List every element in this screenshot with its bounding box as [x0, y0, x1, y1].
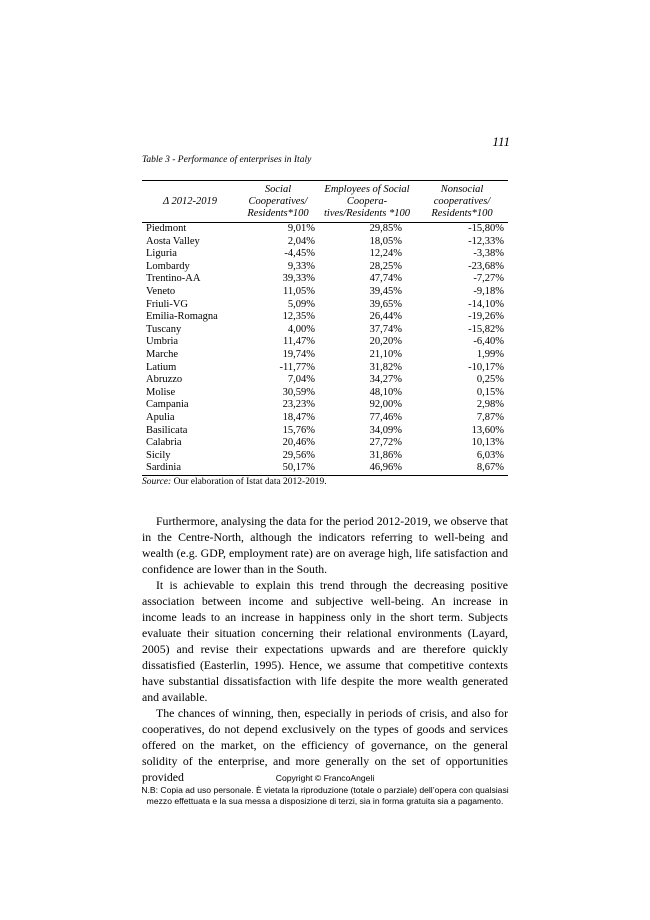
nonsocial-cell: 2,98% [476, 399, 504, 411]
nonsocial-cell: 8,67% [476, 462, 504, 474]
social-coop-cell: 20,46% [282, 437, 315, 449]
region-cell: Marche [146, 348, 179, 360]
nonsocial-cell: 6,03% [476, 449, 504, 461]
nonsocial-cell: -12,33% [468, 235, 504, 247]
region-cell: Latium [146, 361, 177, 373]
notice-line: N.B: Copia ad uso personale. È vietata la riproduzione (totale o parziale) dell’opera con qualsiasi [141, 784, 509, 795]
table-row [142, 362, 508, 375]
region-cell: Lombardy [146, 260, 190, 272]
employees-cell: 37,74% [369, 323, 402, 335]
region-cell: Emilia-Romagna [146, 311, 218, 323]
table-row [142, 349, 508, 362]
social-coop-cell: 2,04% [287, 235, 315, 247]
table-row [142, 273, 508, 286]
employees-cell: 18,05% [369, 235, 402, 247]
social-coop-cell: 11,05% [283, 285, 315, 297]
region-cell: Piedmont [146, 223, 187, 234]
column-header-period: Δ 2012-2019 [162, 196, 218, 207]
region-cell: Tuscany [146, 323, 182, 335]
region-cell: Campania [146, 399, 189, 411]
nonsocial-cell: -10,17% [468, 361, 504, 373]
employees-cell: 27,72% [369, 437, 402, 449]
table-row [142, 324, 508, 337]
social-coop-cell: 39,33% [282, 273, 315, 285]
paragraph: It is achievable to explain this trend through the decreasing positive association between income and subjective well-being. An increase in income leads to an increase in happiness only in the short term. Subjects evaluate their situation concerning their relational environments (Layard, 2005) and revise their expectations upwards and are therefore quickly dissatisfied (Easterlin, 1995). Hence, we assume that competitive contexts have substantial dissatisfaction with life despite the more wealth generated and available. [142, 578, 508, 704]
region-cell: Basilicata [146, 424, 188, 436]
table-row [142, 336, 508, 349]
region-cell: Apulia [146, 411, 175, 423]
nonsocial-cell: -23,68% [468, 260, 504, 272]
notice-line: mezzo effettuata e la sua messa a disposizione di terzi, sia in forma gratuita sia a pagamento. [146, 796, 504, 806]
employees-cell: 28,25% [369, 260, 402, 272]
table-row [142, 462, 508, 475]
table-source [142, 477, 508, 487]
employees-cell: 26,44% [369, 311, 402, 323]
paragraph: Furthermore, analysing the data for the period 2012-2019, we observe that in the Centre-North, although the indicators referring to well-being and wealth (e.g. GDP, employment rate) are on average high, life satisfaction and confidence are lower than in the South. [142, 514, 508, 576]
nonsocial-cell: -14,10% [468, 298, 504, 310]
table-row [142, 223, 508, 236]
social-coop-cell: 11,47% [283, 336, 315, 348]
social-coop-cell: 30,59% [282, 386, 315, 398]
employees-cell: 12,24% [369, 248, 402, 260]
table-row [142, 425, 508, 438]
social-coop-cell: 15,76% [282, 424, 315, 436]
paragraph: The chances of winning, then, especially in periods of crisis, and also for cooperatives, do not depend exclusively on the types of goods and services offered on the market, on the efficiency of governance, on the general solidity of the enterprise, and more generally on the set of opportunities provided [142, 706, 508, 784]
column-header-employees: Employees of Social Coopera-tives/Residents *100 [323, 184, 411, 219]
employees-cell: 34,27% [369, 374, 402, 386]
table-row [142, 261, 508, 274]
table-row [142, 236, 508, 249]
employees-cell: 48,10% [369, 386, 402, 398]
table-row [142, 299, 508, 312]
social-coop-cell: 18,47% [282, 411, 315, 423]
copyright-footer [60, 773, 590, 808]
social-coop-cell: 4,00% [287, 323, 315, 335]
employees-cell: 31,82% [369, 361, 402, 373]
employees-cell: 77,46% [369, 411, 402, 423]
nonsocial-cell: 1,99% [476, 348, 504, 360]
column-header-social-coops: Social Cooperatives/ Residents*100 [247, 184, 309, 219]
table-row [142, 399, 508, 412]
employees-cell: 20,20% [369, 336, 402, 348]
region-cell: Friuli-VG [146, 298, 188, 310]
social-coop-cell: 7,04% [287, 374, 315, 386]
social-coop-cell: 9,33% [287, 260, 315, 272]
table-row [142, 248, 508, 261]
employees-cell: 39,45% [369, 285, 402, 297]
social-coop-cell: 19,74% [282, 348, 315, 360]
employees-cell: 29,85% [369, 223, 402, 234]
social-coop-cell: -11,77% [279, 361, 315, 373]
social-coop-cell: -4,45% [284, 248, 315, 260]
table-row [142, 387, 508, 400]
region-cell: Liguria [146, 248, 177, 260]
employees-cell: 31,86% [369, 449, 402, 461]
social-coop-cell: 12,35% [282, 311, 315, 323]
nonsocial-cell: -19,26% [468, 311, 504, 323]
employees-cell: 47,74% [369, 273, 402, 285]
social-coop-cell: 5,09% [287, 298, 315, 310]
column-header-nonsocial: Nonsocial cooperatives/ Residents*100 [431, 184, 493, 219]
social-coop-cell: 23,23% [282, 399, 315, 411]
table-row [142, 374, 508, 387]
nonsocial-cell: -15,82% [468, 323, 504, 335]
nonsocial-cell: -3,38% [473, 248, 504, 260]
performance-table [142, 180, 508, 476]
copyright-line: Copyright © FrancoAngeli [275, 773, 375, 783]
table-row [142, 311, 508, 324]
nonsocial-cell: -9,18% [473, 285, 504, 297]
nonsocial-cell: 13,60% [471, 424, 504, 436]
region-cell: Molise [146, 386, 176, 398]
social-coop-cell: 9,01% [287, 223, 315, 234]
social-coop-cell: 29,56% [282, 449, 315, 461]
table-row [142, 286, 508, 299]
nonsocial-cell: -7,27% [473, 273, 504, 285]
source-text: Our elaboration of Istat data 2012-2019. [171, 476, 327, 487]
employees-cell: 39,65% [369, 298, 402, 310]
page-number: 111 [492, 134, 510, 149]
region-cell: Umbria [146, 336, 179, 348]
employees-cell: 34,09% [369, 424, 402, 436]
region-cell: Abruzzo [146, 374, 183, 386]
nonsocial-cell: -15,80% [468, 223, 504, 234]
data-table-container [142, 180, 508, 487]
nonsocial-cell: -6,40% [473, 336, 504, 348]
employees-cell: 92,00% [369, 399, 402, 411]
employees-cell: 46,96% [369, 462, 402, 474]
region-cell: Sardinia [146, 462, 181, 474]
table-row [142, 437, 508, 450]
table-row [142, 412, 508, 425]
nonsocial-cell: 0,15% [476, 386, 504, 398]
region-cell: Calabria [146, 437, 182, 449]
region-cell: Aosta Valley [146, 235, 200, 247]
nonsocial-cell: 0,25% [476, 374, 504, 386]
table-body [142, 223, 508, 476]
nonsocial-cell: 10,13% [471, 437, 504, 449]
region-cell: Trentino-AA [146, 273, 201, 285]
table-header-row [142, 181, 508, 223]
social-coop-cell: 50,17% [282, 462, 315, 474]
table-row [142, 450, 508, 463]
employees-cell: 21,10% [369, 348, 402, 360]
source-label: Source: [142, 476, 172, 487]
table-caption: Table 3 - Performance of enterprises in Italy [142, 155, 312, 165]
nonsocial-cell: 7,87% [476, 411, 504, 423]
region-cell: Sicily [146, 449, 171, 461]
region-cell: Veneto [146, 285, 176, 297]
body-text [142, 513, 508, 785]
